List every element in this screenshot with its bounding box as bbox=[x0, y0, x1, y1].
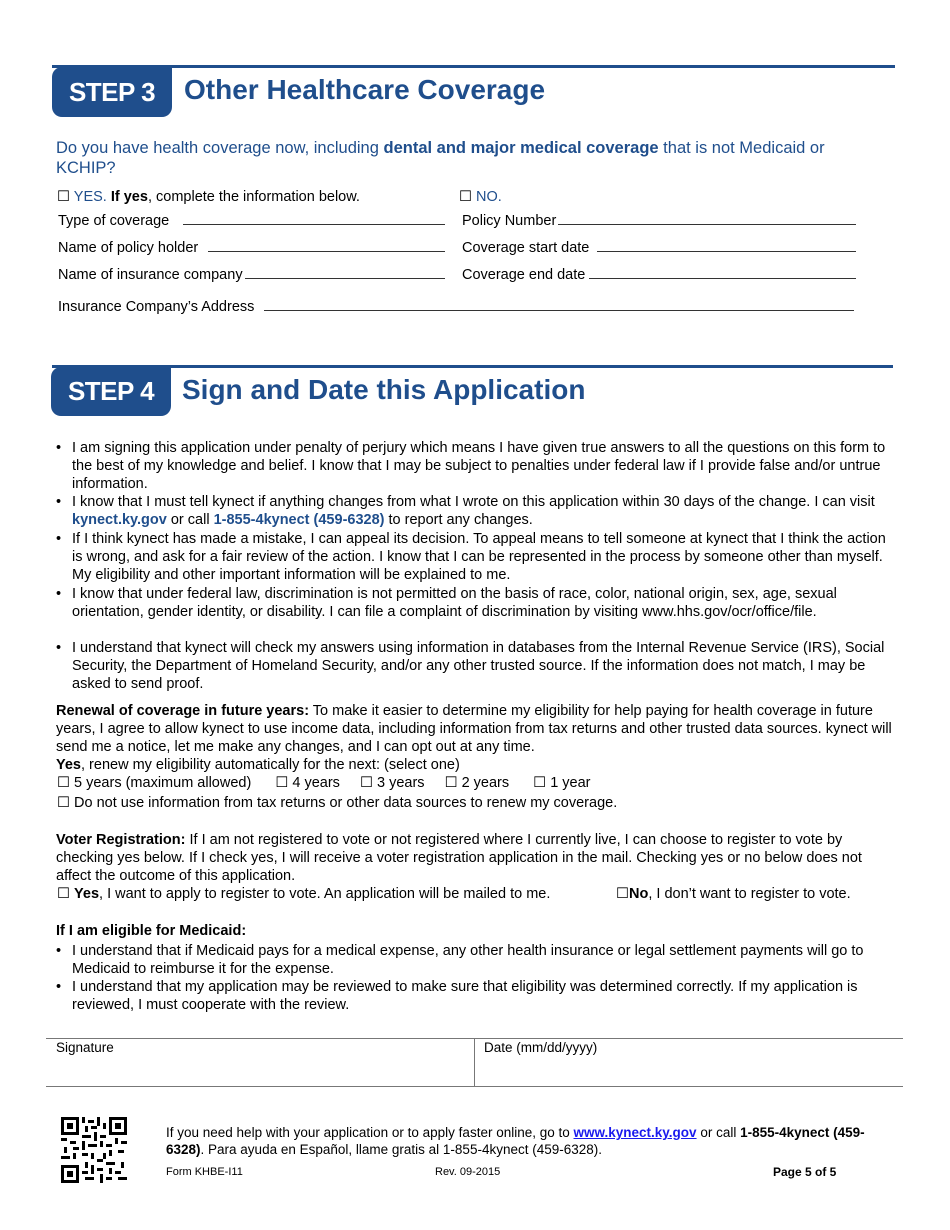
attestation-perjury: • I am signing this application under penalty of perjury which means I have given true answers to all the questions on this form to the best of my knowledge and belief. I know that I may be subject to penalties under federal law if I provide false and/or untrue information. bbox=[56, 439, 886, 493]
attestation-discrimination: • I know that under federal law, discrimination is not permitted on the basis of race, color, national origin, sex, age, sexual orientation, gender identity, or disability. I can file a complaint of discrimination by visiting www.hhs.gov/ocr/office/file. bbox=[56, 585, 886, 621]
voter-yes-option[interactable]: ☐ Yes, I want to apply to register to vote. An application will be mailed to me. bbox=[57, 886, 551, 902]
step4-rule bbox=[52, 365, 893, 368]
revision: Rev. 09-2015 bbox=[435, 1166, 501, 1178]
kynect-phone: 1-855-4kynect (459-6328) bbox=[213, 512, 385, 528]
attestation-appeal: • If I think kynect has made a mistake, I can appeal its decision. To appeal means to tell someone at kynect that I think the action is wrong, and ask for a fair review of the action. I know that I can be represented in the process by someone other than myself. My eligibility and other important information will be explained to me. bbox=[56, 530, 886, 584]
policy-number-field[interactable]: Policy Number bbox=[462, 213, 856, 229]
form-id: Form KHBE-I11 bbox=[166, 1166, 243, 1178]
renew-1-year-checkbox[interactable]: ☐ 1 year bbox=[533, 775, 591, 791]
voter-paragraph: Voter Registration: If I am not registered to vote or not registered where I currently live, I can choose to register to vote by checking yes below. If I check yes, I will receive a voter registration application in the mail. Checking yes or no below does not affect the outcome of this application. bbox=[56, 832, 862, 884]
renew-opt-out-checkbox[interactable]: ☐ Do not use information from tax returns or other data sources to renew my coverage. bbox=[57, 795, 618, 811]
insurance-address-field[interactable]: Insurance Company’s Address bbox=[58, 299, 854, 315]
attestation-verification: • I understand that kynect will check my answers using information in databases from the Internal Revenue Service (IRS), Social Security, the Department of Homeland Security, and/or any other trusted source. If the information does not match, I may be asked to send proof. bbox=[56, 639, 886, 693]
medicaid-reimburse: • I understand that if Medicaid pays for a medical expense, any other health insurance or legal settlement payments will go to Medicaid to reimburse it for the expense. bbox=[56, 942, 886, 978]
step3-title: Other Healthcare Coverage bbox=[184, 74, 546, 105]
insurance-company-field[interactable]: Name of insurance company bbox=[58, 267, 445, 283]
step3-badge: STEP 3 bbox=[52, 67, 172, 117]
page-number: Page 5 of 5 bbox=[773, 1165, 837, 1179]
help-text: If you need help with your application or to apply faster online, go to www.kynect.ky.gov or call 1-855-4kynect (459-6328). Para ayuda en Español, llame gratis al 1-855-4kynect (459-6328). bbox=[166, 1125, 865, 1157]
coverage-start-date-field[interactable]: Coverage start date bbox=[462, 240, 856, 256]
attestation-report-changes: • I know that I must tell kynect if anything changes from what I wrote on this application within 30 days of the change. I can visit kynect.ky.gov or call 1-855-4kynect (459-6328) to report any changes. bbox=[56, 493, 886, 529]
renew-3-years-checkbox[interactable]: ☐ 3 years bbox=[359, 775, 425, 791]
voter-no-checkbox[interactable]: ☐ bbox=[616, 886, 629, 902]
coverage-no-option[interactable]: ☐ NO. bbox=[459, 189, 502, 205]
renew-4-years-checkbox[interactable]: ☐ 4 years bbox=[275, 775, 340, 791]
qr-code bbox=[61, 1117, 127, 1183]
renew-2-years-checkbox[interactable]: ☐ 2 years bbox=[444, 775, 510, 791]
policy-holder-field[interactable]: Name of policy holder bbox=[58, 240, 445, 256]
step4-title: Sign and Date this Application bbox=[182, 374, 586, 405]
coverage-question: Do you have health coverage now, including dental and major medical coverage that is not Medicaid or KCHIP? bbox=[56, 139, 825, 177]
medicaid-review: • I understand that my application may be reviewed to make sure that eligibility was determined correctly. If my application is reviewed, I must cooperate with the review. bbox=[56, 978, 886, 1014]
date-label: Date (mm/dd/yyyy) bbox=[484, 1040, 598, 1055]
voter-yes-checkbox[interactable]: ☐ bbox=[57, 886, 75, 902]
date-box[interactable] bbox=[474, 1038, 903, 1087]
step4-badge: STEP 4 bbox=[51, 367, 171, 416]
step3-rule bbox=[52, 65, 895, 68]
renewal-options bbox=[57, 775, 591, 791]
no-checkbox[interactable]: ☐ bbox=[459, 189, 472, 205]
yes-checkbox[interactable]: ☐ bbox=[57, 189, 70, 205]
coverage-yes-option[interactable]: ☐ YES. If yes, complete the information below. bbox=[57, 189, 360, 205]
kynect-link[interactable]: kynect.ky.gov bbox=[72, 512, 167, 528]
coverage-end-date-field[interactable]: Coverage end date bbox=[462, 267, 856, 283]
medicaid-heading: If I am eligible for Medicaid: bbox=[56, 923, 247, 939]
renew-5-years-checkbox[interactable]: ☐ 5 years (maximum allowed) bbox=[57, 775, 252, 791]
footer-kynect-link[interactable]: www.kynect.ky.gov bbox=[573, 1125, 697, 1140]
type-of-coverage-field[interactable]: Type of coverage bbox=[58, 213, 445, 229]
voter-no-option[interactable]: ☐No, I don’t want to register to vote. bbox=[616, 886, 851, 902]
signature-label: Signature bbox=[56, 1040, 114, 1055]
renewal-instruction: Yes, renew my eligibility automatically for the next: (select one) bbox=[56, 757, 460, 773]
signature-box[interactable] bbox=[46, 1038, 475, 1087]
renewal-paragraph: Renewal of coverage in future years: To make it easier to determine my eligibility for help paying for health coverage in future years, I agree to allow kynect to use income data, including information from tax returns and other trusted data sources. kynect will send me a notice, let me make any changes, and I can opt out at any time. bbox=[56, 703, 892, 755]
